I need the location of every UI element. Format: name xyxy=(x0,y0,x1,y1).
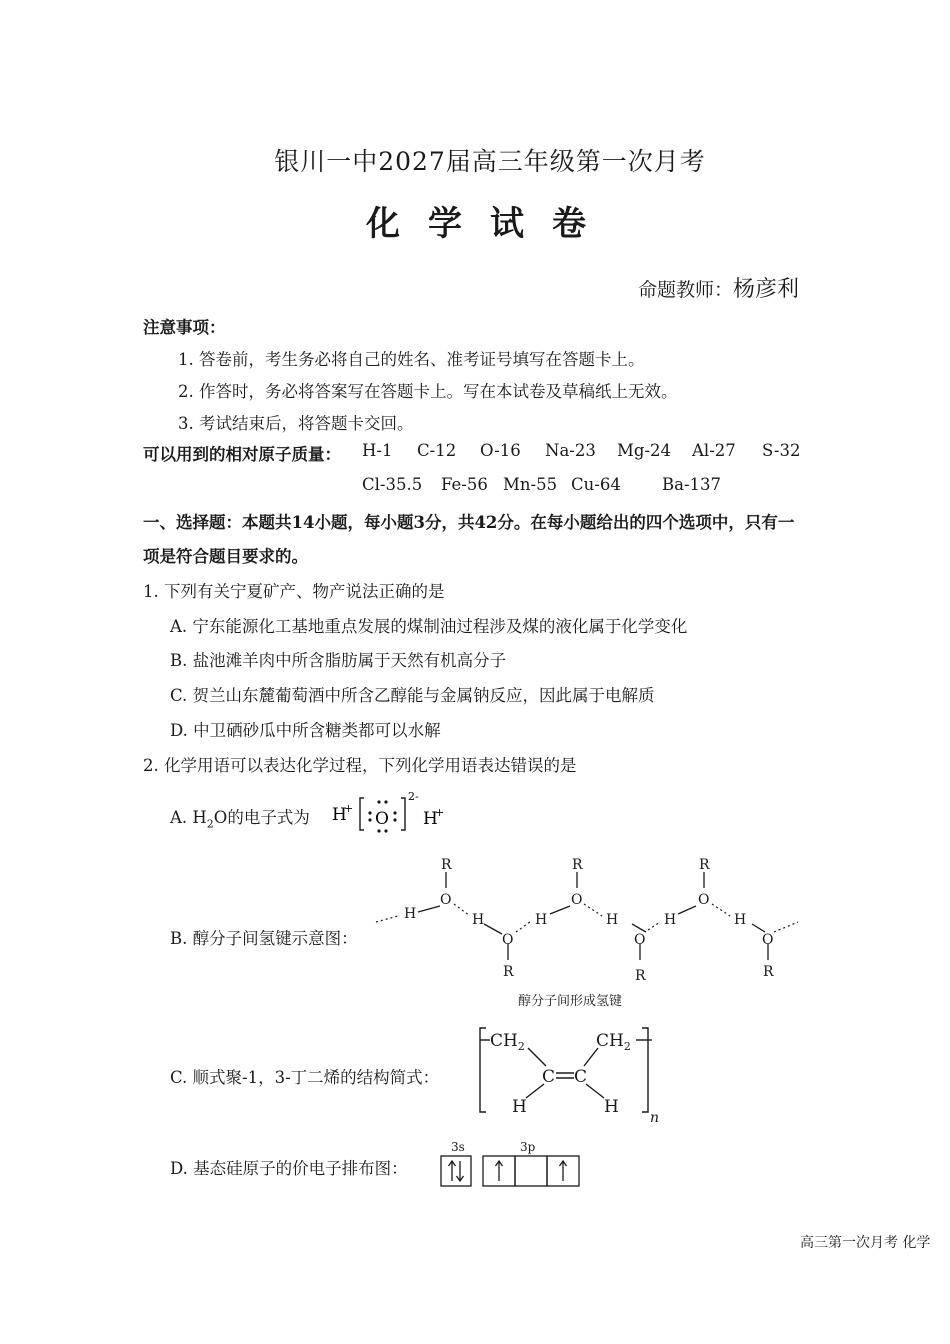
water-sub-2: 2 xyxy=(206,817,214,831)
atom-o: O xyxy=(634,932,646,948)
mass-ba: Ba-137 xyxy=(662,475,722,494)
group-ch2-right: $CH_2$ xyxy=(596,1031,631,1053)
spin-up-arrow xyxy=(449,1161,456,1181)
note-item-1: 1. 答卷前，考生务必将自己的姓名、准考证号填写在答题卡上。 xyxy=(178,350,645,369)
spin-down-arrow xyxy=(457,1161,464,1181)
atom-h: H xyxy=(664,912,677,928)
water-h: H xyxy=(192,808,207,827)
group-ch2-left: $CH_2$ xyxy=(490,1031,525,1053)
q2-stem: 2. 化学用语可以表达化学过程，下列化学用语表达错误的是 xyxy=(143,756,577,775)
mass-s: S-32 xyxy=(762,441,801,460)
q2-option-a xyxy=(170,804,310,830)
q1-stem: 1. 下列有关宁夏矿产、物产说法正确的是 xyxy=(143,582,445,601)
atom-h: H xyxy=(404,906,417,922)
note-item-2: 2. 作答时，务必将答案写在答题卡上。写在本试卷及草稿纸上无效。 xyxy=(178,382,678,401)
atom-h: H xyxy=(472,912,485,928)
mass-o: O-16 xyxy=(480,441,521,460)
mass-fe: Fe-56 xyxy=(441,475,488,494)
bond-line xyxy=(528,1048,546,1066)
bond-line xyxy=(678,906,696,914)
atom-h: H xyxy=(606,912,619,928)
atom-h-right: H xyxy=(604,1097,619,1117)
page-footer: 高三第一次月考 化学 xyxy=(800,1235,931,1251)
bond-line xyxy=(484,924,502,934)
q1-option-b: B. 盐池滩羊肉中所含脂肪属于天然有机高分子 xyxy=(170,651,507,670)
author-label: 命题教师： xyxy=(638,279,734,301)
right-bracket xyxy=(401,798,405,830)
water-electron-formula xyxy=(330,788,450,838)
orbital-3p-label: 3p xyxy=(520,1140,536,1154)
mass-mg: Mg-24 xyxy=(617,441,672,460)
hydrogen-bond-diagram xyxy=(370,852,810,1012)
mass-cl: Cl-35.5 xyxy=(362,475,423,494)
bond-line xyxy=(550,906,570,914)
mass-c: C-12 xyxy=(417,441,457,460)
q2-option-d: D. 基态硅原子的价电子排布图： xyxy=(170,1159,408,1178)
silicon-orbital-diagram xyxy=(436,1134,586,1194)
q2-option-c: C. 顺式聚-1，3-丁二烯的结构简式： xyxy=(170,1068,440,1087)
hydrogen-bond xyxy=(648,922,660,930)
spin-up-arrow xyxy=(496,1161,503,1181)
author-name: 杨彦利 xyxy=(733,277,800,302)
hydrogen-bond xyxy=(584,904,602,916)
bond-line xyxy=(632,924,646,932)
hydrogen-bond xyxy=(376,916,398,922)
note-item-3: 3. 考试结束后，将答题卡交回。 xyxy=(178,414,414,433)
atom-h: H xyxy=(734,912,747,928)
formula-h-left: H xyxy=(332,805,347,825)
atom-c-right: C xyxy=(574,1067,588,1087)
q1-option-d: D. 中卫硒砂瓜中所含糖类都可以水解 xyxy=(170,721,441,740)
lone-pair-dot xyxy=(368,811,371,814)
formula-h-left-charge: + xyxy=(344,802,354,815)
atom-o: O xyxy=(440,892,452,908)
atomic-mass-label: 可以用到的相对原子质量： xyxy=(143,445,341,464)
mass-al: Al-27 xyxy=(692,441,736,460)
q2-a-text: 的电子式为 xyxy=(227,808,310,827)
lone-pair-dot xyxy=(377,829,380,832)
bond-line xyxy=(586,1084,604,1098)
mass-na: Na-23 xyxy=(545,441,596,460)
section1-line2: 项是符合题目要求的。 xyxy=(143,547,308,566)
atom-h: H xyxy=(535,912,548,928)
group-r: R xyxy=(572,857,583,873)
hydrogen-bond xyxy=(516,922,530,932)
spin-up-arrow xyxy=(560,1161,567,1181)
lone-pair-dot xyxy=(393,811,396,814)
q2-a-label: A. xyxy=(170,808,193,827)
q1-option-a: A. 宁东能源化工基地重点发展的煤制油过程涉及煤的液化属于化学变化 xyxy=(170,617,688,636)
bond-line xyxy=(752,924,765,932)
hydrogen-bond xyxy=(454,904,470,916)
atom-o: O xyxy=(698,892,710,908)
atom-h-left: H xyxy=(512,1097,527,1117)
orbital-3s-label: 3s xyxy=(451,1140,465,1154)
group-r: R xyxy=(441,857,452,873)
atom-c-left: C xyxy=(542,1067,556,1087)
group-r: R xyxy=(503,964,514,980)
atom-o: O xyxy=(571,892,583,908)
mass-cu: Cu-64 xyxy=(571,475,621,494)
orbital-box-3s xyxy=(441,1156,471,1186)
orbital-box-3p-2 xyxy=(515,1156,547,1186)
mass-mn: Mn-55 xyxy=(503,475,558,494)
formula-h-right: H xyxy=(423,809,438,829)
lone-pair-dot xyxy=(384,800,387,803)
q1-option-c: C. 贺兰山东麓葡萄酒中所含乙醇能与金属钠反应，因此属于电解质 xyxy=(170,686,655,705)
exam-subtitle: 化学试卷 xyxy=(366,204,614,244)
water-o: O xyxy=(213,808,228,827)
section1-line1: 一、选择题：本题共14小题，每小题3分，共42分。在每小题给出的四个选项中，只有一 xyxy=(143,513,795,532)
lone-pair-dot xyxy=(377,800,380,803)
formula-charge: 2- xyxy=(408,790,419,803)
polybutadiene-structure xyxy=(466,1018,676,1122)
exam-title: 银川一中2027届高三年级第一次月考 xyxy=(274,147,706,176)
lone-pair-dot xyxy=(368,818,371,821)
hydrogen-bond xyxy=(774,922,798,932)
group-r: R xyxy=(699,857,710,873)
lone-pair-dot xyxy=(393,818,396,821)
repeat-n: n xyxy=(650,1110,660,1122)
group-r: R xyxy=(635,968,646,984)
lone-pair-dot xyxy=(384,829,387,832)
diagram-caption: 醇分子间形成氢键 xyxy=(518,994,623,1009)
atom-o: O xyxy=(762,932,774,948)
author-line xyxy=(638,272,799,303)
mass-h: H-1 xyxy=(362,441,393,460)
atom-o: O xyxy=(502,932,514,948)
formula-o: O xyxy=(375,809,389,829)
left-bracket xyxy=(360,798,364,830)
hydrogen-bond xyxy=(712,904,730,916)
q2-option-b: B. 醇分子间氢键示意图： xyxy=(170,929,358,948)
formula-h-right-charge: + xyxy=(435,806,445,819)
notes-heading: 注意事项： xyxy=(143,318,226,337)
bond-line xyxy=(418,906,440,912)
group-r: R xyxy=(763,964,774,980)
